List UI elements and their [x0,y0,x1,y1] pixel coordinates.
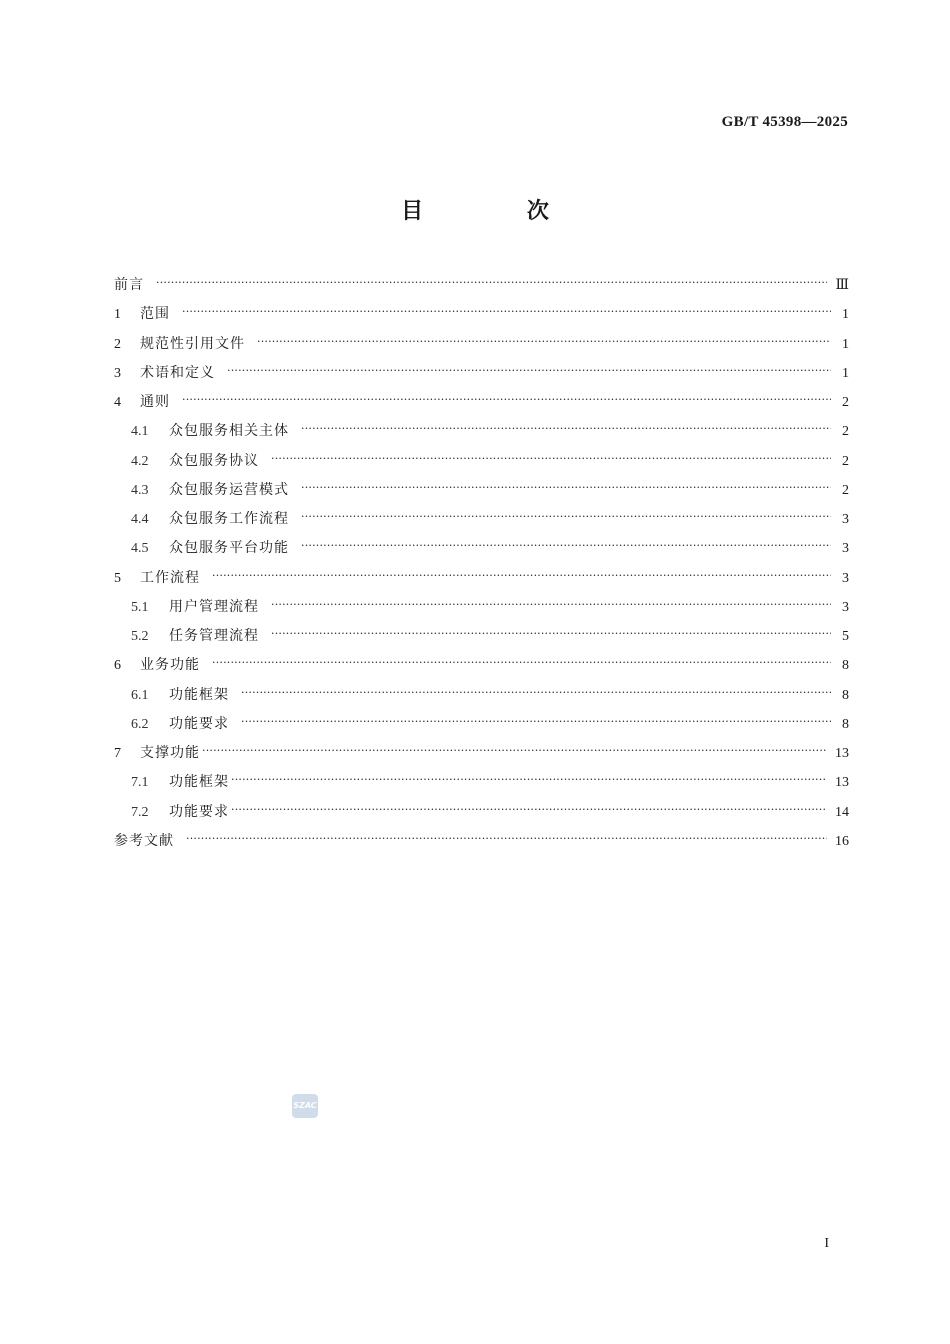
toc-entry-number: 4.3 [131,482,149,498]
toc-entry-page: 16 [835,833,849,849]
toc-entry-label: 工作流程 [140,569,200,586]
toc-entry-label: 众包服务运营模式 [169,481,289,498]
toc-entry-page: 1 [842,336,849,352]
toc-title: 目 次 [401,199,597,224]
toc-entry-label: 众包服务相关主体 [169,423,289,440]
toc-entry-page: 14 [835,804,849,820]
toc-entry-label: 任务管理流程 [169,628,259,644]
toc-entry[interactable] [114,388,849,417]
toc-subentry[interactable] [114,505,849,534]
toc-entry-page: 2 [842,453,849,469]
toc-subentry[interactable] [114,710,849,739]
toc-entry-number: 7 [114,746,121,761]
toc-subentry[interactable] [114,476,849,505]
dot-leader [257,330,831,356]
toc-entry-page: 5 [842,629,849,644]
toc-entry-label: 前言 [114,277,144,293]
toc-entry-page: 2 [842,424,849,440]
toc-entry-page: 3 [842,599,849,615]
toc-entry-number: 4.5 [131,541,149,557]
toc-entry-number: 4.2 [131,453,149,469]
toc-entry-label: 支撑功能 [140,745,200,761]
dot-leader [271,447,831,473]
toc-entry-number: 1 [114,307,121,323]
toc-entry-label: 业务功能 [140,657,200,674]
toc-entry-number: 4 [114,395,121,410]
toc-subentry[interactable] [114,768,849,797]
toc-entry-number: 6 [114,658,121,674]
toc-entry-page: 2 [842,482,849,498]
dot-leader [186,827,827,853]
table-of-contents [114,271,849,856]
toc-entry-number: 5 [114,570,121,586]
dot-leader [301,534,831,560]
toc-entry-page: 1 [842,307,849,323]
toc-entry[interactable] [114,739,849,768]
toc-entry-page: 3 [842,570,849,586]
toc-entry-page: 3 [842,541,849,557]
dot-leader [231,798,827,824]
toc-entry-label: 用户管理流程 [169,598,259,615]
toc-entry-label: 功能框架 [169,774,229,791]
toc-entry-number: 7.2 [131,804,149,820]
dot-leader [301,505,831,531]
page-number: I [824,1236,829,1251]
dot-leader [212,564,831,590]
toc-subentry[interactable] [114,798,849,827]
toc-entry[interactable] [114,271,849,300]
toc-entry-label: 规范性引用文件 [140,335,245,352]
toc-entry-label: 功能要求 [169,715,229,732]
dot-leader [301,476,831,502]
standard-code: GB/T 45398—2025 [721,114,848,130]
toc-entry-page: 13 [835,746,849,761]
dot-leader [182,300,831,326]
toc-entry-page: 3 [842,512,849,527]
toc-entry[interactable] [114,359,849,388]
toc-entry-label: 范围 [140,306,170,323]
toc-entry-label: 众包服务协议 [169,452,259,469]
toc-entry-page: 8 [842,658,849,674]
toc-entry-number: 6.1 [131,687,149,703]
dot-leader [301,417,831,443]
toc-entry-number: 5.2 [131,629,149,644]
dot-leader [231,768,827,794]
dot-leader [271,622,831,648]
dot-leader [241,681,831,707]
toc-entry-label: 功能要求 [169,803,229,820]
toc-subentry[interactable] [114,417,849,446]
toc-entry-number: 5.1 [131,599,149,615]
dot-leader [182,388,831,414]
toc-entry-page: 13 [835,775,849,791]
toc-entry-label: 术语和定义 [140,364,215,381]
toc-subentry[interactable] [114,622,849,651]
toc-entry-number: 7.1 [131,775,149,791]
toc-entry[interactable] [114,330,849,359]
watermark-logo: SZAC [292,1094,318,1118]
dot-leader [202,739,827,765]
toc-entry-number: 3 [114,365,121,381]
toc-entry[interactable] [114,564,849,593]
toc-subentry[interactable] [114,681,849,710]
toc-entry-number: 2 [114,336,121,352]
dot-leader [227,359,831,385]
toc-entry-label: 通则 [140,394,170,410]
toc-entry-number: 6.2 [131,716,149,732]
toc-entry-page: 1 [842,365,849,381]
toc-entry[interactable] [114,651,849,680]
dot-leader [156,271,827,297]
toc-entry-number: 4.1 [131,424,149,440]
dot-leader [271,593,831,619]
toc-entry-label: 众包服务工作流程 [169,511,289,527]
toc-entry-number: 4.4 [131,512,149,527]
toc-entry-page: 8 [842,687,849,703]
toc-entry-page: 2 [842,395,849,410]
toc-entry[interactable] [114,300,849,329]
dot-leader [241,710,831,736]
toc-subentry[interactable] [114,447,849,476]
toc-subentry[interactable] [114,534,849,563]
toc-entry-label: 参考文献 [114,832,174,849]
toc-entry[interactable] [114,827,849,856]
toc-subentry[interactable] [114,593,849,622]
toc-entry-page: Ⅲ [835,278,849,293]
toc-entry-label: 众包服务平台功能 [169,540,289,557]
toc-entry-label: 功能框架 [169,686,229,703]
toc-entry-page: 8 [842,716,849,732]
dot-leader [212,651,831,677]
